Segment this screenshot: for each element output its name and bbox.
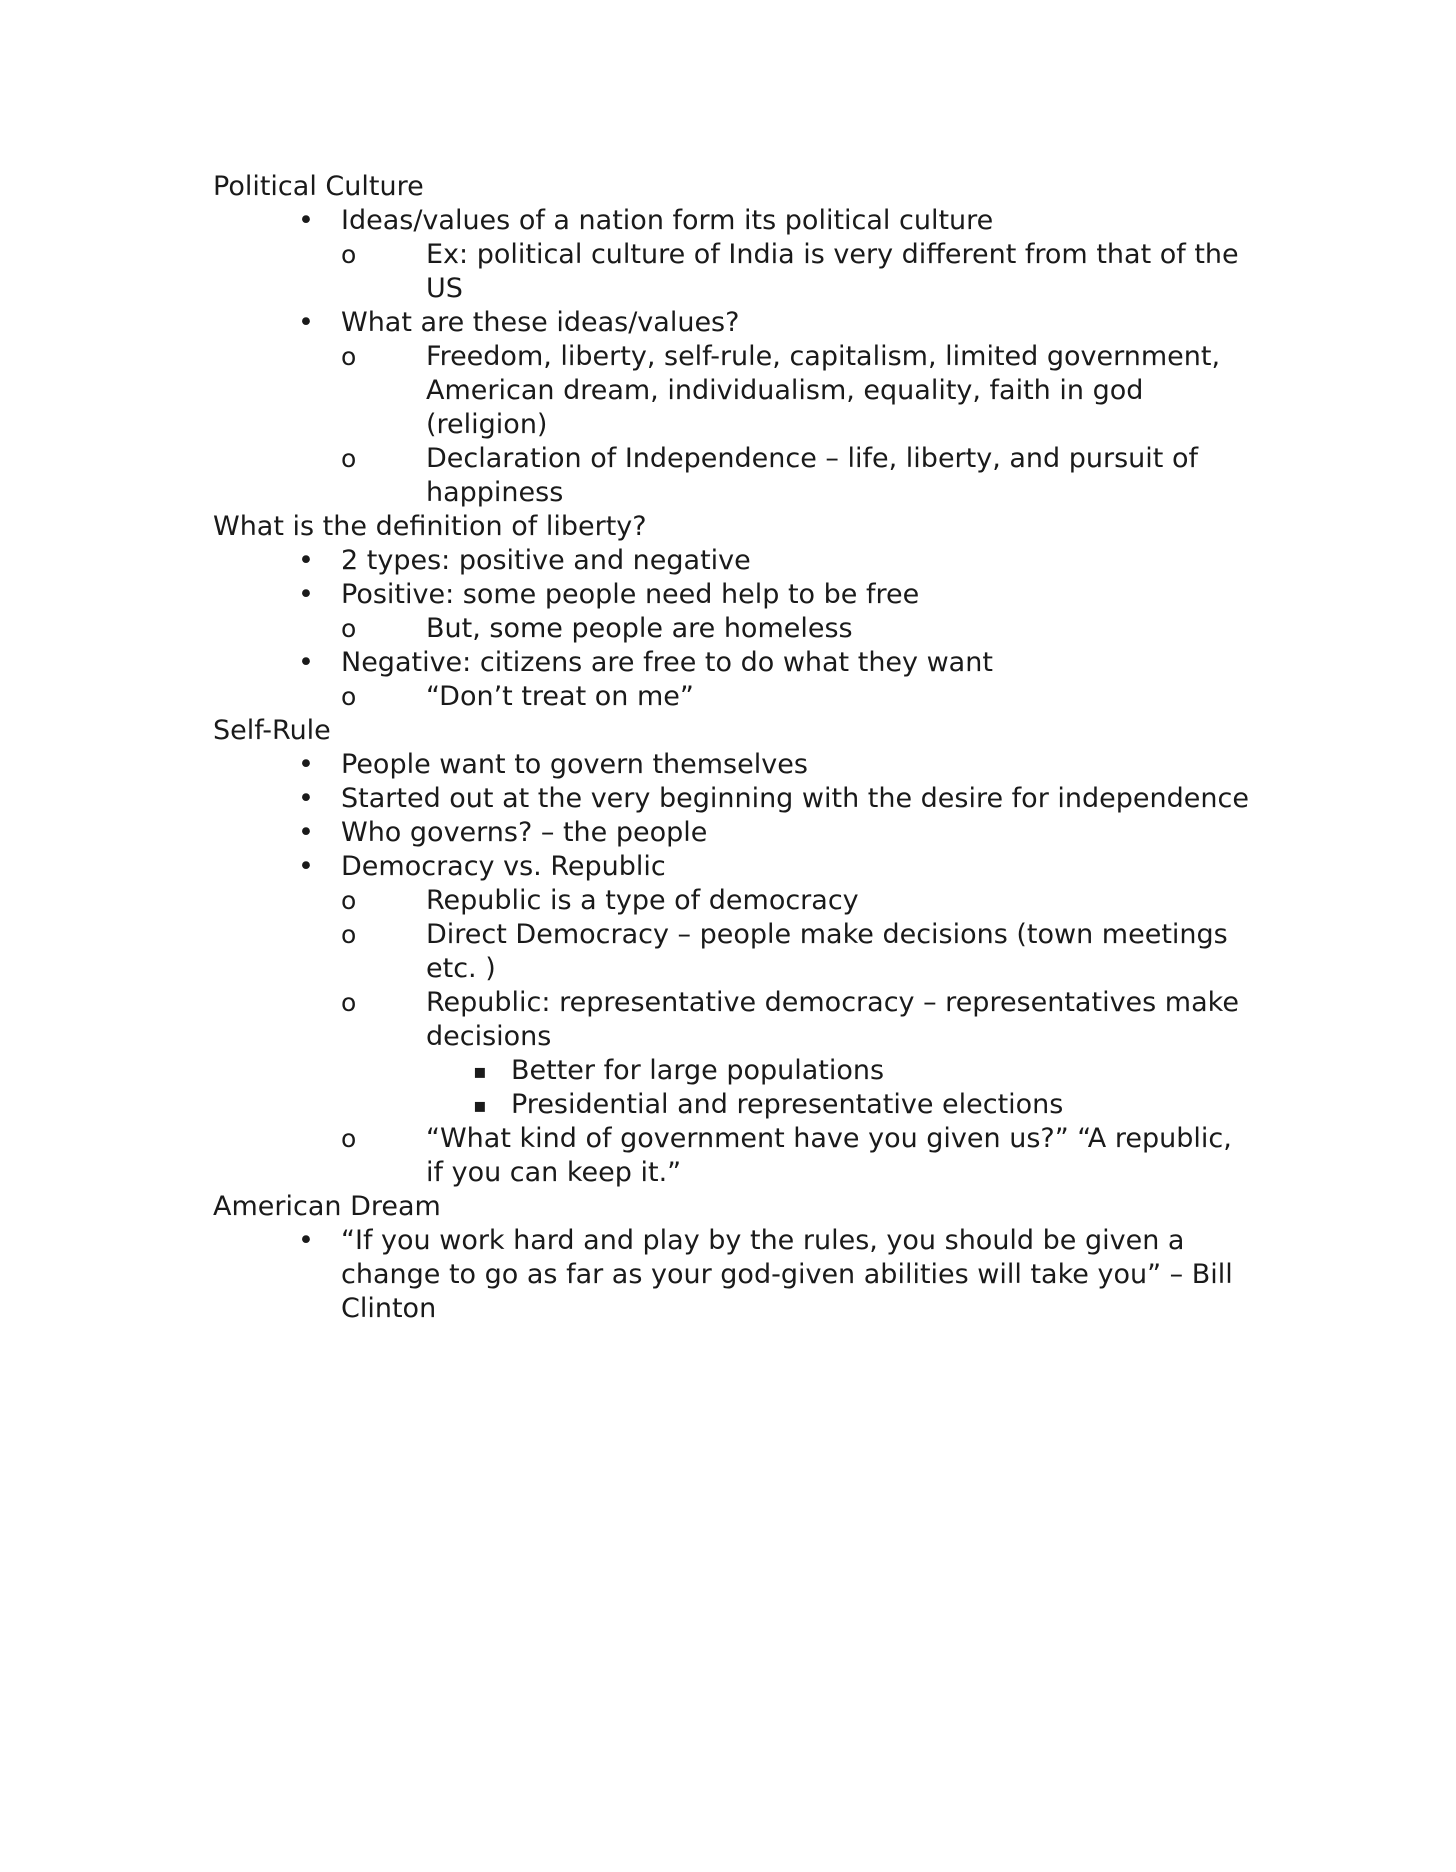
sub-list-item-text: Republic is a type of democracy bbox=[426, 885, 859, 916]
bullet-dot-icon: • bbox=[298, 579, 314, 610]
sub-list bbox=[341, 238, 1253, 306]
list-item bbox=[213, 782, 1253, 816]
bullet-circle-icon: o bbox=[341, 240, 357, 269]
list-item bbox=[213, 1224, 1253, 1326]
sub-list-item-text: “What kind of government have you given us?” “A republic, if you can keep it.” bbox=[426, 1123, 1232, 1188]
sub-list-item-text: But, some people are homeless bbox=[426, 613, 853, 644]
sub-list-item-text: “Don’t treat on me” bbox=[426, 681, 694, 712]
sub-list-item bbox=[341, 680, 1253, 714]
section-heading: Political Culture bbox=[213, 171, 424, 202]
sub-list-item-text: Republic: representative democracy – representatives make decisions bbox=[426, 987, 1239, 1052]
list-item-text: Started out at the very beginning with the desire for independence bbox=[341, 783, 1249, 814]
list-item-text: What are these ideas/values? bbox=[341, 307, 740, 338]
list-item bbox=[213, 646, 1253, 714]
list-item-text: Negative: citizens are free to do what they want bbox=[341, 647, 993, 678]
sub-list bbox=[341, 680, 1253, 714]
sub-list-item bbox=[341, 1122, 1253, 1190]
sub-list-item bbox=[341, 612, 1253, 646]
sub-list-item bbox=[341, 340, 1253, 442]
section-political-culture bbox=[213, 170, 1253, 510]
bullet-circle-icon: o bbox=[341, 1124, 357, 1153]
section-self-rule bbox=[213, 714, 1253, 1190]
bullet-circle-icon: o bbox=[341, 444, 357, 473]
sub-list-item bbox=[341, 442, 1253, 510]
section-american-dream bbox=[213, 1190, 1253, 1326]
bullet-list bbox=[213, 1224, 1253, 1326]
sub-sub-list-item-text: Presidential and representative elections bbox=[511, 1089, 1064, 1120]
sub-list-item-text: Direct Democracy – people make decisions (town meetings etc. ) bbox=[426, 919, 1228, 984]
bullet-list bbox=[213, 204, 1253, 510]
section-heading: What is the definition of liberty? bbox=[213, 511, 647, 542]
list-item-text: People want to govern themselves bbox=[341, 749, 808, 780]
list-item bbox=[213, 544, 1253, 578]
bullet-circle-icon: o bbox=[341, 342, 357, 371]
sub-sub-list-item-text: Better for large populations bbox=[511, 1055, 885, 1086]
bullet-square-icon: ▪ bbox=[473, 1093, 487, 1117]
list-item bbox=[213, 816, 1253, 850]
bullet-circle-icon: o bbox=[341, 614, 357, 643]
list-item-text: 2 types: positive and negative bbox=[341, 545, 751, 576]
bullet-dot-icon: • bbox=[298, 749, 314, 780]
sub-list bbox=[341, 340, 1253, 510]
list-item-text: Positive: some people need help to be free bbox=[341, 579, 920, 610]
document-content bbox=[213, 170, 1253, 1326]
list-item bbox=[213, 850, 1253, 1190]
list-item bbox=[213, 748, 1253, 782]
bullet-dot-icon: • bbox=[298, 307, 314, 338]
bullet-circle-icon: o bbox=[341, 682, 357, 711]
list-item-text: Democracy vs. Republic bbox=[341, 851, 666, 882]
sub-list-item bbox=[341, 986, 1253, 1122]
sub-list bbox=[341, 884, 1253, 1190]
bullet-dot-icon: • bbox=[298, 205, 314, 236]
sub-sub-list-item bbox=[426, 1054, 1253, 1088]
sub-list-item-text: Ex: political culture of India is very different from that of the US bbox=[426, 239, 1239, 304]
bullet-list bbox=[213, 748, 1253, 1190]
sub-sub-list bbox=[426, 1054, 1253, 1122]
list-item-text: Ideas/values of a nation form its political culture bbox=[341, 205, 994, 236]
bullet-circle-icon: o bbox=[341, 886, 357, 915]
sub-list-item-text: Freedom, liberty, self-rule, capitalism, limited government, American dream, individualism, equality, faith in god (religion) bbox=[426, 341, 1221, 440]
section-liberty bbox=[213, 510, 1253, 714]
sub-sub-list-item bbox=[426, 1088, 1253, 1122]
sub-list-item-text: Declaration of Independence – life, liberty, and pursuit of happiness bbox=[426, 443, 1198, 508]
list-item-text: “If you work hard and play by the rules, you should be given a change to go as far as your god-given abilities will take you” – Bill Clinton bbox=[341, 1225, 1233, 1324]
list-item bbox=[213, 578, 1253, 646]
sub-list-item bbox=[341, 884, 1253, 918]
bullet-dot-icon: • bbox=[298, 817, 314, 848]
bullet-circle-icon: o bbox=[341, 920, 357, 949]
bullet-dot-icon: • bbox=[298, 851, 314, 882]
section-heading: American Dream bbox=[213, 1191, 441, 1222]
list-item bbox=[213, 306, 1253, 510]
section-heading: Self-Rule bbox=[213, 715, 331, 746]
sub-list-item bbox=[341, 238, 1253, 306]
list-item bbox=[213, 204, 1253, 306]
bullet-dot-icon: • bbox=[298, 647, 314, 678]
sub-list bbox=[341, 612, 1253, 646]
bullet-list bbox=[213, 544, 1253, 714]
bullet-dot-icon: • bbox=[298, 1225, 314, 1256]
list-item-text: Who governs? – the people bbox=[341, 817, 708, 848]
bullet-square-icon: ▪ bbox=[473, 1059, 487, 1083]
bullet-circle-icon: o bbox=[341, 988, 357, 1017]
bullet-dot-icon: • bbox=[298, 783, 314, 814]
bullet-dot-icon: • bbox=[298, 545, 314, 576]
sub-list-item bbox=[341, 918, 1253, 986]
